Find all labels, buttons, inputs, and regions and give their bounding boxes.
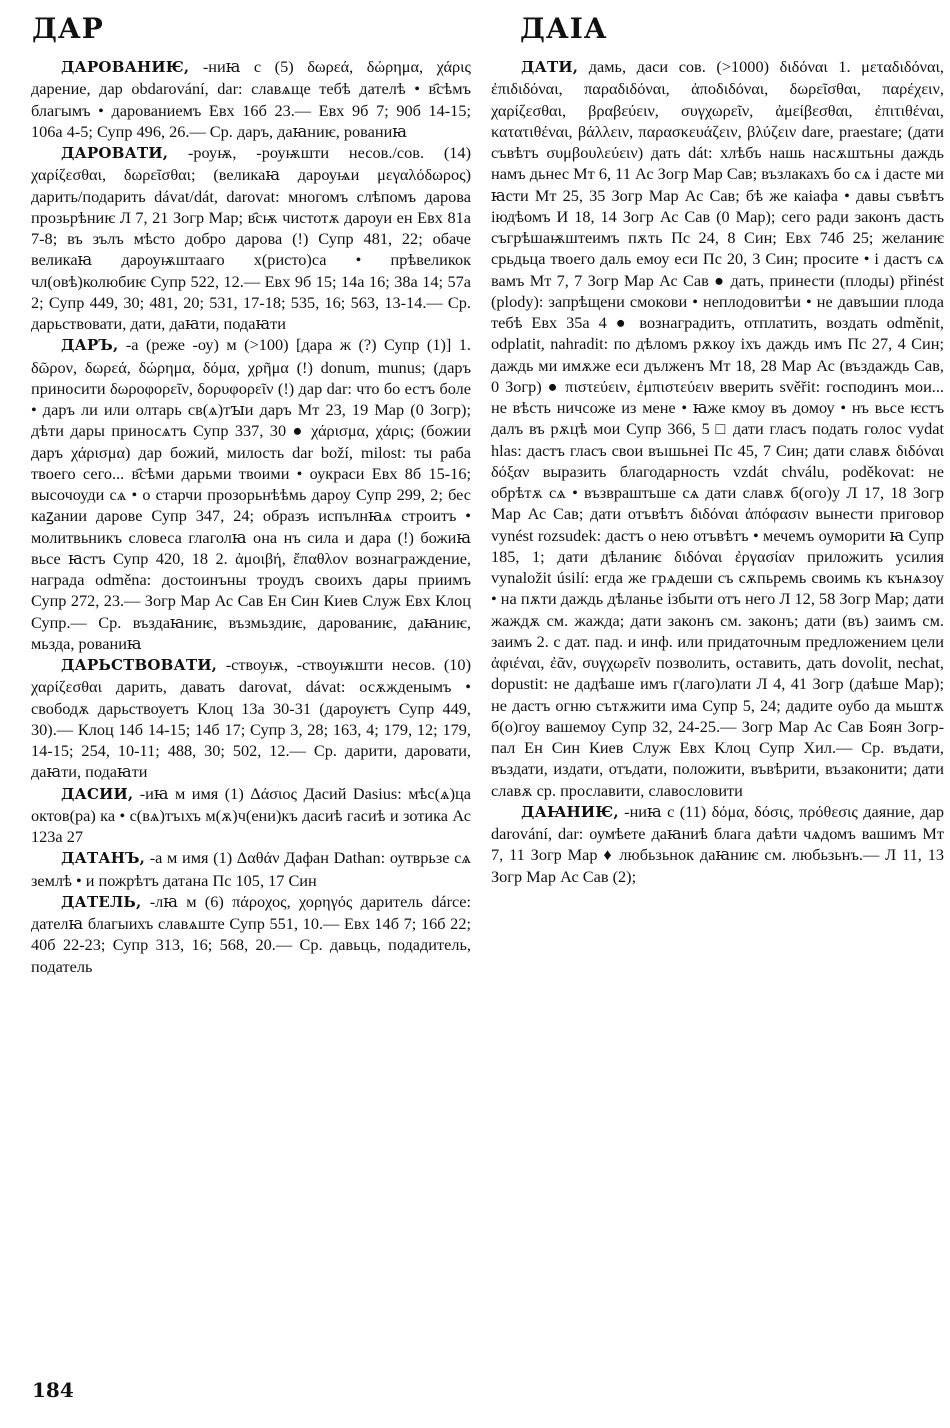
- right-column: [491, 56, 944, 887]
- entry-body: дамь, даси сов. (>1000) διδόναι 1. μεταδιδόναι, ἐπιδιδόναι, παραδιδόναι, ἀποδιδόναι, δωρεῖσθαι, παρέχειν, χαρίζεσθαι, βραβεύειν, συγχωρεῖν, ἀμείβεσθαι, ἐπιτιθέναι, κατατιθέναι, βάλλειν, παρασκευάζειν, βλύζειν dare, praestare; (дати съвѣтъ συμβουλεύειν) дать dát: хлѣбъ нашь насѫштьны даждь намъ дьнес Мт 6, 11 Ас Зогр Мар Сав; възлакахъ бо сѧ і дасте ми ꙗсти Мт 25, 35 Зогр Мар Ас Сав; бѣ же каіафа • давы съвѣтъ іюдѣомъ И 18, 14 Зогр Ас Сав (0 Мар); сего ради законъ дасть съгрѣшаѭштеимъ пѫть Пс 24, 8 Син; Евх 74б 25; желаниѥ срьдьца твоего даль емоу еси Пс 20, 3 Син; просите • і дастъ сѧ вамъ Мт 7, 7 Зогр Мар Ас Сав ● дать, принести (плоды) přinést (plody): запрѣщени смокови • неплодовитѣи • не давъшии плода тебѣ Евх 35а 4 ● вознаградить, отплатить, воздать odměnit, odplatit, nahradit: по дѣломъ рѫкоу іхъ даждь имъ Пс 27, 4 Син; даждь ми имѫже еси дълженъ Мт 18, 28 Мар Ас (въздаждь Сав, 0 Зогр) ● πιστεύειν, ἐμπιστεύειν вверить svěřit: господинъ мои... не вѣсть ничсоже из мене • ꙗже кмоу въ домоу • нъ вьсе ѥстъ далъ въ рѫцѣ мои Супр 366, 5 □ дати гласъ подать голос vydat hlas: дастъ гласъ свои въıшьнеі Пс 45, 7 Син; дати славѫ διδόναι δόξαν выразить благодарность vzdát chválu, poděkovat: не обрѣтѫ сѧ • възвраштьше сѧ дати славѫ б(ого)у Л 17, 18 Зогр Мар Ас Сав; дати отъвѣтъ διδόναι ἀπόφασιν вынести приговор vynést rozsudek: дастъ о нею отъвѣтъ • мечемъ оуморити ꙗ Супр 185, 1; дати дѣланиѥ διδόναι ἐργασίαν приложить усилия vynaložit úsilí: егда же грѧдеши съ сѫпьремь своимь къ кънѧзоу • на пѫти даждь дѣланье ізбыти отъ него Л 12, 58 Зогр Мар; дати жаждѫ см. жажда; дати законъ см. законъ; дати (въ) заимъ см. заимъ 2. с дат. пад. и инф. или придаточным предложением цели ἀφιέναι, ἐᾶν, συγχωρεῖν позволить, оставить, дать dovolit, nechat, dopustit: не дадѣаше имъ г(лаго)лати Л 4, 41 Зогр (даѣше Мар); не дастъ огню сътѫжити има Супр 5, 24; дадите оубо да мьштѫ б(о)гоу вашемоу Супр 32, 24-25.— Зогр Мар Ас Сав Боян Зогр-пал Ен Син Киев Служ Евх Клоц Супр Хил.— Ср. въдати, въздати, издати, отъдати, положити, въвѣрити, възаконити; дати славѫ ср. прославити, славословити: [491, 57, 944, 800]
- dictionary-entry: [31, 142, 471, 334]
- entry-body: -ниꙗ с (11) δόμα, δόσις, πρόθεσις даяние, дар darování, dar: оумѣете даꙗниѣ блага даѣти чѧдомъ вашимъ Мт 7, 11 Зогр Мар ♦ любьзьнок даꙗниѥ см. любьзьнъ.— Л 11, 13 Зогр Мар Ас Сав (2);: [491, 801, 944, 886]
- entry-body: -а м имя (1) Δαθάν Дафан Dathan: оутврьзе сѧ землѣ • и пожрѣтъ датана Пс 105, 17 Син: [31, 848, 471, 890]
- entry-headword: ДАТАНЪ,: [61, 849, 146, 868]
- entry-headword: ДАРЬСТВОВАТИ,: [61, 656, 218, 674]
- dictionary-entry: [31, 334, 471, 654]
- running-head-left: ДАР: [32, 12, 104, 45]
- entry-body: -иꙗ м имя (1) Δάσιος Дасий Dasius: мѣс(ѧ)ца октов(ра) ка • с(вѧ)тъıхъ м(ѫ)ч(ени)къ дасиѣ гасиѣ и зотика Ас 123а 27: [31, 783, 471, 846]
- entry-headword: ДАСИИ,: [61, 784, 134, 803]
- dictionary-entry: [491, 56, 944, 801]
- entry-headword: ДАТИ,: [521, 58, 579, 76]
- entry-headword: ДАТЕЛЬ,: [61, 892, 142, 911]
- entry-headword: ДАРЪ,: [61, 336, 119, 355]
- entry-body: -ствоуѭ, -ствоуѭшти несов. (10) χαρίζεσθαι дарить, давать darovat, dávat: осѫжденымъ • свободѫ дарьствоуетъ Клоц 13а 30-31 (дароуѥтъ Супр 449, 30).— Клоц 14б 14-15; 14б 17; Супр 3, 28; 163, 4; 179, 12; 179, 14-15; 254, 10-11; 488, 30; 502, 12.— Ср. дарити, даровати, даꙗти, подаꙗти: [31, 655, 471, 782]
- entry-headword: ДАРОВАНИѤ,: [61, 58, 190, 76]
- running-head-right: ДАІА: [520, 12, 608, 45]
- entry-body: -роуѭ, -роуѭшти несов./сов. (14) χαρίζεσθαι, δωρεῖσθαι; (великаꙗ дароуѩи μεγαλόδωρος) дарить/подарить dávat/dát, darovat: многомъ слѣпомъ дарова прозьрѣниѥ Л 7, 21 Зогр Мар; в҄сѭ чистотѫ дароуи ен Евх 81а 7-8; въ зълъ мѣсто добро дарова (!) Супр 481, 22; обаче великаꙗ дароуѭштааго х(ристо)са • прѣвеликок чл(овѣ)колюбиѥ Супр 522, 12.— Евх 9б 15; 14а 16; 38а 14; 57а 2; Супр 449, 30; 481, 20; 531, 17-18; 535, 16; 563, 13-14.— Ср. дарьствовати, дати, даꙗти, подаꙗти: [31, 143, 471, 333]
- entry-headword: ДАРОВАТИ,: [61, 144, 169, 162]
- dictionary-entry: [31, 891, 471, 977]
- entry-body: -а (реже -оу) м (>100) [дара ж (?) Супр (1)] 1. δῶρον, δωρεά, δώρημα, δόμα, χρῆμα (!) donum, munus; (даръ приносити δωροφορεῖν, δορυφορεῖν (!) дар dar: что бо естъ боле • даръ ли или олтарь св(ѧ)тꙑи даръ Мт 23, 19 Мар (0 Зогр); дѣти дары приносѧтъ Супр 337, 30 ● χάρισμα, χάρις; (божии даръ χάρισμα) дар божий, милость dar boží, milost: ты раба твоего сего... в҄сѣми дарьми твоими • оукраси Евх 8б 15-16; высочоуди сѧ • о старчи прозорьнѣѣмь дароу Супр 299, 2; бес каꙁании дарове Супр 347, 24; образъ испълнꙗѧ строитъ • молитвьникъ словеса глаголꙗ она нъ сила и дара (!) божиꙗ вьсе ꙗстъ Супр 420, 18 2. ἀμοιβή, ἔπαθλον вознаграждение, награда odměna: достоинъны троудъ своихъ дары приимъ Супр 272, 23.— Зогр Мар Ас Сав Ен Син Киев Служ Евх Клоц Супр.— Ср. въздаꙗниѥ, възмьздиѥ, дарованиѥ, даꙗниѥ, мьзда, рованиꙗ: [31, 335, 471, 653]
- dictionary-entry: [491, 801, 944, 887]
- dictionary-entry: [31, 783, 471, 848]
- entry-body: -ниꙗ с (5) δωρεά, δώρημα, χάρις дарение, дар obdarování, dar: славѧще тебѣ дателѣ • в҄сѣмъ благымъ • дарованиемъ Евх 16б 23.— Евх 9б 7; 90б 14-15; 106а 4-5; Супр 496, 26.— Ср. даръ, даꙗниѥ, рованиꙗ: [31, 57, 471, 141]
- dictionary-entry: [31, 847, 471, 891]
- page-number: 184: [32, 1378, 74, 1402]
- entry-headword: ДАꙖНИѤ,: [521, 802, 619, 821]
- dictionary-entry: [31, 654, 471, 783]
- dictionary-entry: [31, 56, 471, 142]
- left-column: [31, 56, 471, 977]
- entry-body: -лꙗ м (6) πάροχος, χορηγός даритель dárce: дателꙗ благыихъ славѧште Супр 551, 10.— Евх 14б 7; 16б 22; 40б 22-23; Супр 313, 16; 568, 20.— Ср. давьць, подадитель, податель: [31, 891, 471, 976]
